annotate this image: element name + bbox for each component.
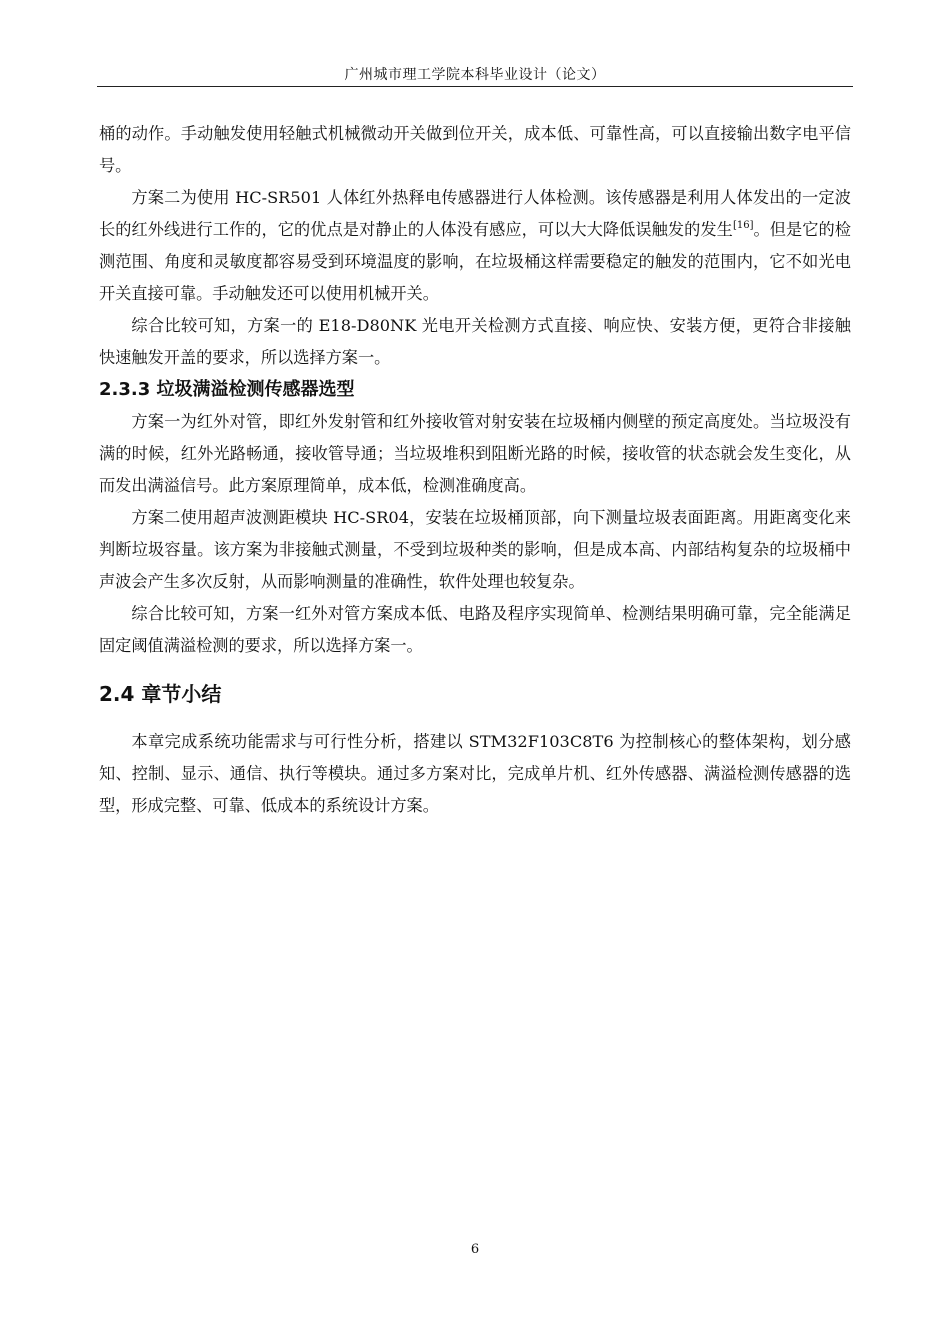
paragraph-scheme-one: 方案一为红外对管，即红外发射管和红外接收管对射安装在垃圾桶内侧壁的预定高度处。当垃圾没有满的时候，红外光路畅通，接收管导通；当垃圾堆积到阻断光路的时候，接收管的状态就会发生变化，从而发出满溢信号。此方案原理简单，成本低，检测准确度高。 (99, 412, 851, 495)
paragraph-continued: 桶的动作。手动触发使用轻触式机械微动开关做到位开关，成本低、可靠性高，可以直接输出数字电平信号。 (99, 124, 851, 175)
paragraph-scheme-two: 方案二使用超声波测距模块 HC-SR04，安装在垃圾桶顶部，向下测量垃圾表面距离。用距离变化来判断垃圾容量。该方案为非接触式测量，不受到垃圾种类的影响，但是成本高、内部结构复杂的垃圾桶中声波会产生多次反射，从而影响测量的准确性，软件处理也较复杂。 (99, 508, 851, 591)
page-number: 6 (470, 1242, 480, 1257)
section-heading-2-3-3: 2.3.3 垃圾满溢检测传感器选型 (99, 379, 355, 400)
paragraph-text: 。但是它的检测范围、角度和灵敏度都容易受到环境温度的影响，在垃圾桶这样需要稳定的触发的范围内，它不如光电开关直接可靠。手动触发还可以使用机械开关。 (99, 220, 851, 303)
paragraph-summary: 本章完成系统功能需求与可行性分析，搭建以 STM32F103C8T6 为控制核心的整体架构，划分感知、控制、显示、通信、执行等模块。通过多方案对比，完成单片机、红外传感器、满溢检测传感器的选型，形成完整、可靠、低成本的系统设计方案。 (99, 732, 851, 815)
paragraph-conclusion: 综合比较可知，方案一的 E18-D80NK 光电开关检测方式直接、响应快、安装方便，更符合非接触快速触发开盖的要求，所以选择方案一。 (99, 316, 851, 367)
section-heading-2-4: 2.4 章节小结 (99, 682, 222, 706)
paragraph-text: 方案二为使用 HC-SR501 人体红外热释电传感器进行人体检测。该传感器是利用人体发出的一定波长的红外线进行工作的，它的优点是对静止的人体没有感应，可以大大降低误触发的发生 (99, 188, 851, 239)
page-header: 广州城市理工学院本科毕业设计（论文） (344, 67, 606, 83)
page-body (99, 118, 851, 822)
paragraph-scheme-two (99, 182, 851, 310)
citation-reference: [16] (732, 220, 754, 231)
paragraph-conclusion: 综合比较可知，方案一红外对管方案成本低、电路及程序实现简单、检测结果明确可靠，完全能满足固定阈值满溢检测的要求，所以选择方案一。 (99, 604, 851, 655)
header-divider (97, 86, 853, 87)
